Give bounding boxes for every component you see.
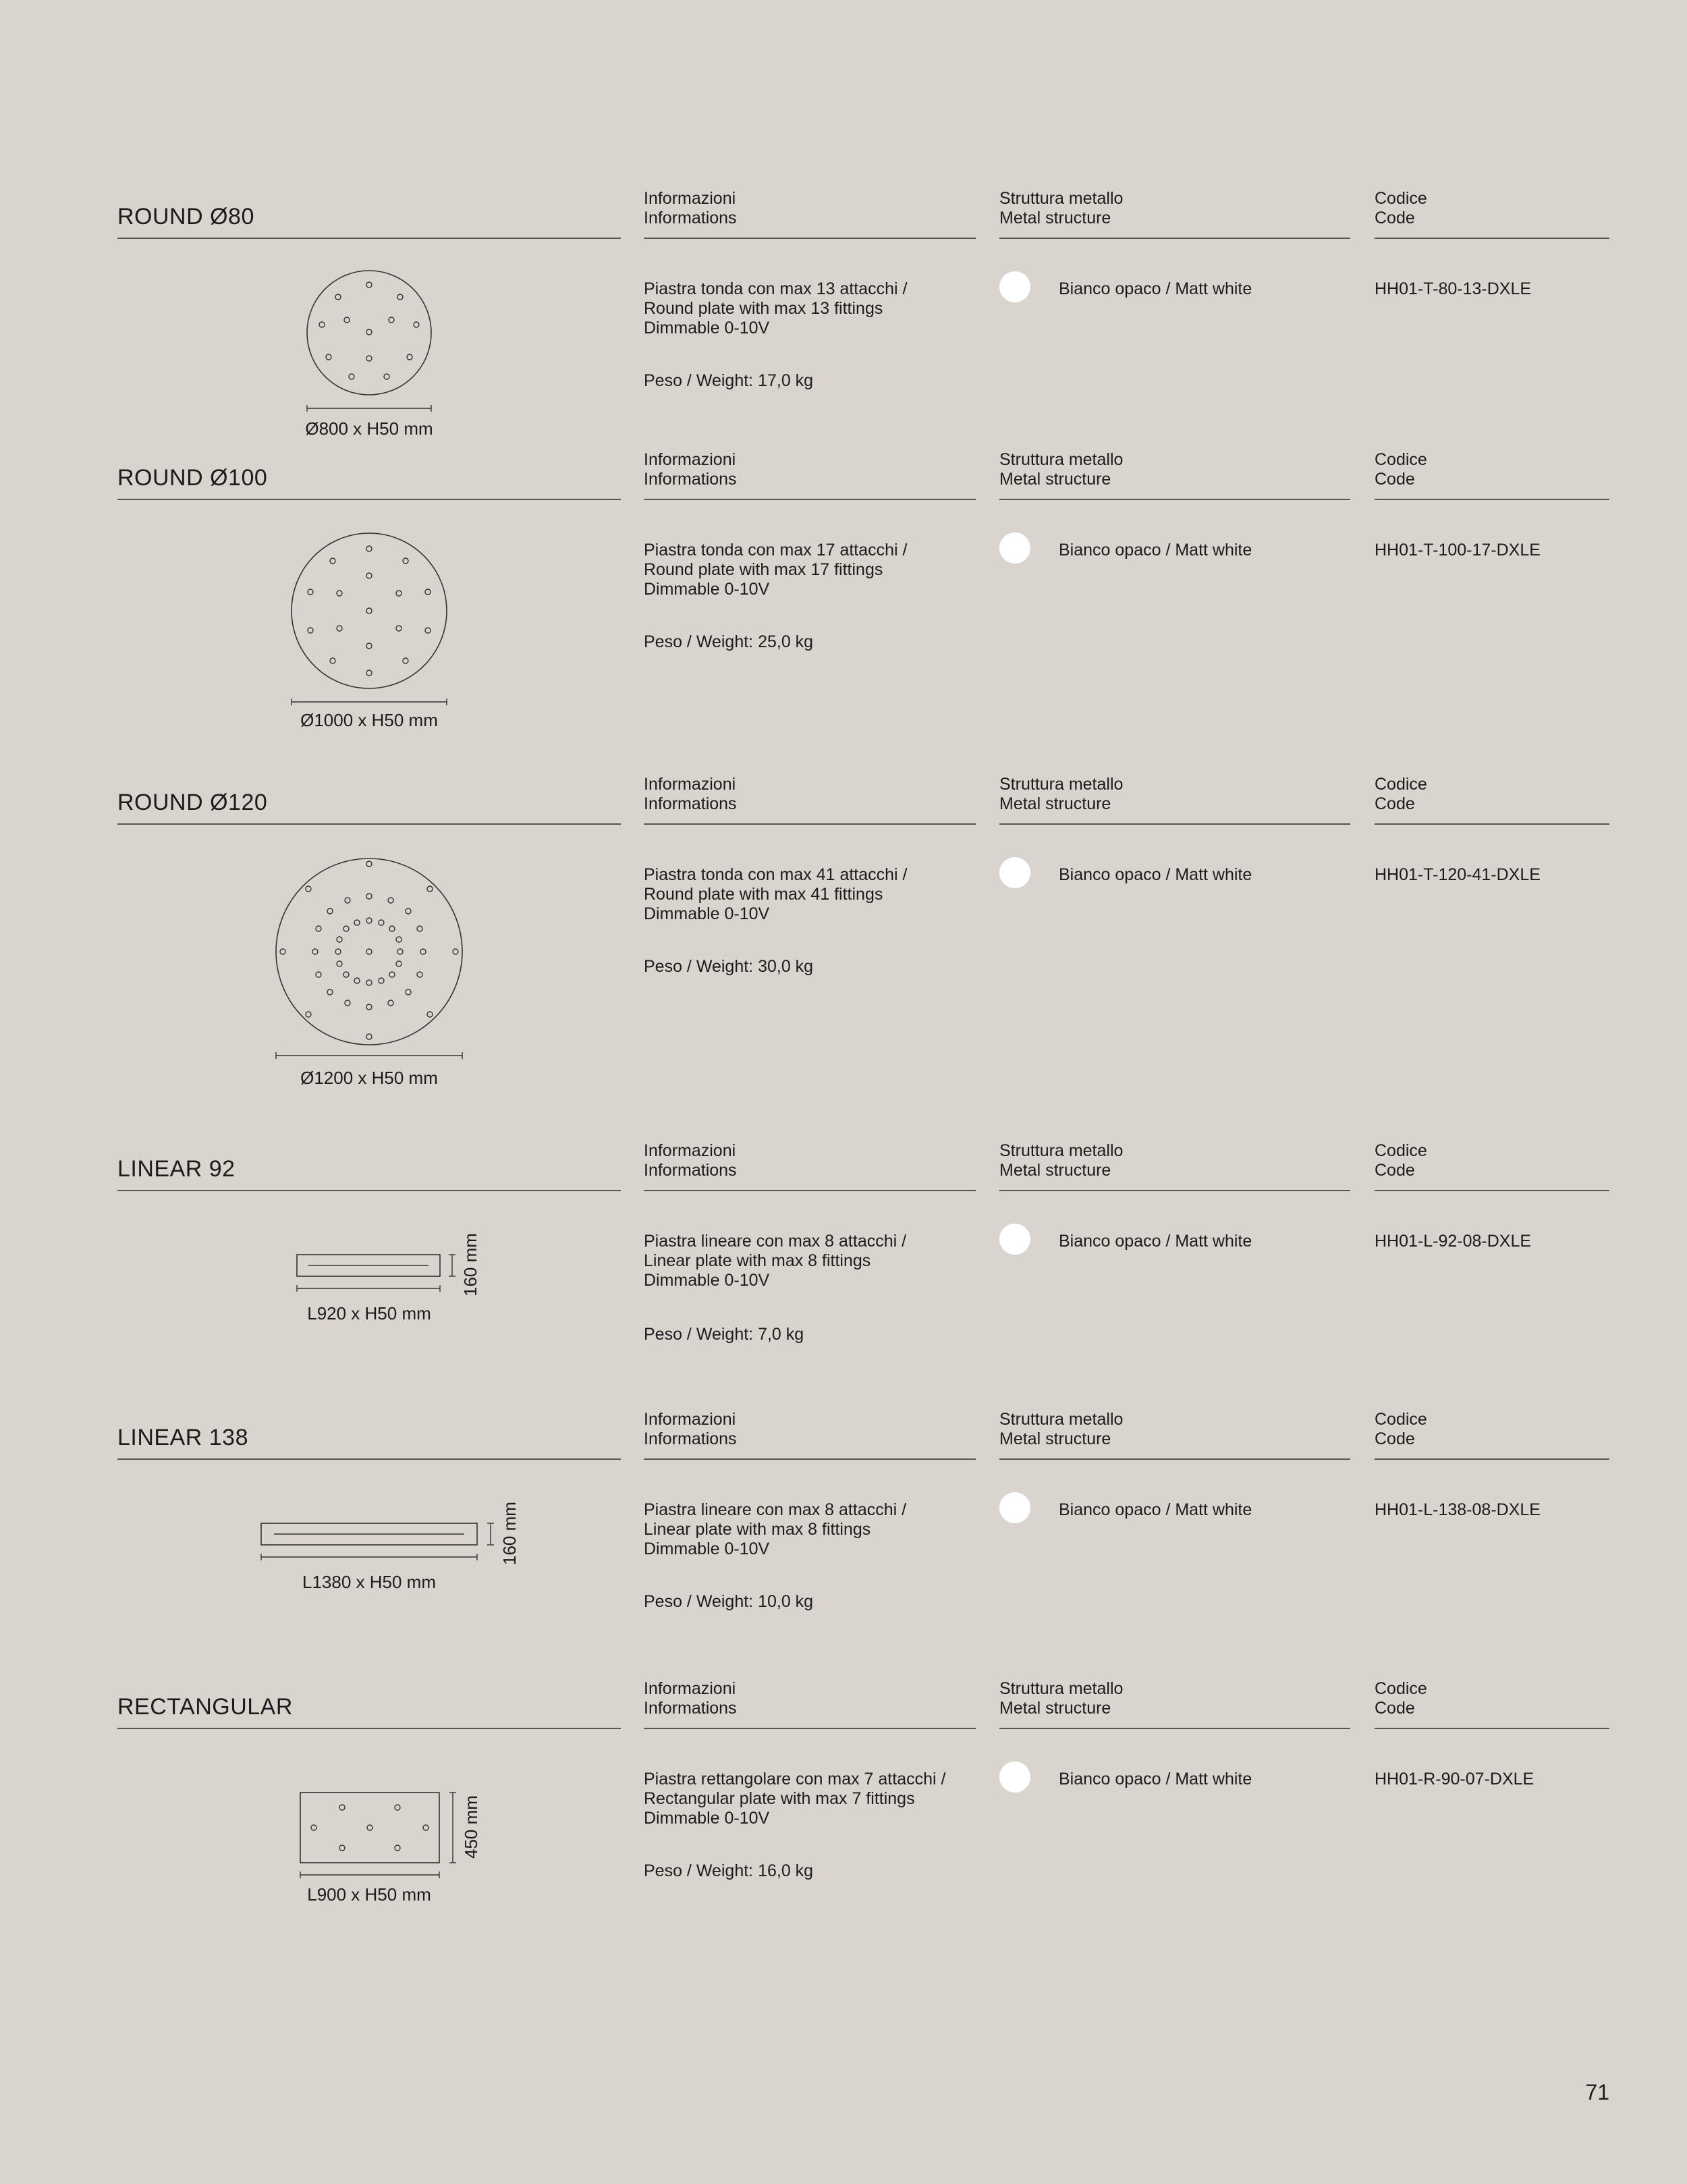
code-header: Codice Code [1375,1679,1427,1718]
finish-swatch-matt-white [999,533,1030,564]
product-dimension: Ø1000 x H50 mm [300,710,438,730]
product-section-linear-92 [0,1141,1687,1384]
product-code: HH01-L-92-08-DXLE [1375,1232,1532,1251]
code-rule [1375,1728,1609,1729]
product-code: HH01-T-100-17-DXLE [1375,541,1541,559]
code-header: Codice Code [1375,189,1427,227]
finish-label: Bianco opaco / Matt white [1059,1770,1252,1789]
round-80-plate-drawing [302,269,437,404]
product-description: Piastra tonda con max 13 attacchi / Round plate with max 13 fittings Dimmable 0-10V [644,279,908,337]
title-rule [117,1458,621,1460]
product-weight: Peso / Weight: 10,0 kg [644,1592,814,1611]
code-rule [1375,823,1609,825]
product-description: Piastra tonda con max 17 attacchi / Round plate with max 17 fittings Dimmable 0-10V [644,541,908,599]
product-title: ROUND Ø100 [117,465,268,491]
product-section-round-100 [0,450,1687,754]
product-code: HH01-T-120-41-DXLE [1375,865,1541,884]
info-rule [644,1458,976,1460]
info-header: Informazioni Informations [644,450,737,489]
product-section-rectangular [0,1679,1687,1922]
title-rule [117,499,621,500]
product-dimension: Ø800 x H50 mm [305,418,433,439]
title-rule [117,1190,621,1191]
finish-swatch-matt-white [999,1224,1030,1255]
product-weight: Peso / Weight: 25,0 kg [644,632,814,651]
info-rule [644,1728,976,1729]
product-description: Piastra rettangolare con max 7 attacchi / Rectangular plate with max 7 fittings Dimmable 0-10V [644,1770,946,1828]
product-description: Piastra lineare con max 8 attacchi / Linear plate with max 8 fittings Dimmable 0-10V [644,1232,907,1290]
info-header: Informazioni Informations [644,1679,737,1718]
product-code: HH01-R-90-07-DXLE [1375,1770,1534,1789]
metal-header: Struttura metallo Metal structure [999,1141,1124,1180]
info-header: Informazioni Informations [644,1141,737,1180]
finish-label: Bianco opaco / Matt white [1059,865,1252,884]
finish-swatch-matt-white [999,857,1030,888]
metal-header: Struttura metallo Metal structure [999,1410,1124,1448]
info-header: Informazioni Informations [644,1410,737,1448]
metal-header: Struttura metallo Metal structure [999,450,1124,489]
info-header: Informazioni Informations [644,189,737,227]
title-rule [117,238,621,239]
code-header: Codice Code [1375,1410,1427,1448]
metal-rule [999,1728,1350,1729]
metal-header: Struttura metallo Metal structure [999,1679,1124,1718]
info-rule [644,823,976,825]
product-title: LINEAR 138 [117,1425,248,1450]
finish-label: Bianco opaco / Matt white [1059,279,1252,298]
info-rule [644,499,976,500]
metal-header: Struttura metallo Metal structure [999,775,1124,813]
metal-rule [999,1458,1350,1460]
metal-rule [999,823,1350,825]
product-dimension-side: 450 mm [461,1795,481,1859]
product-weight: Peso / Weight: 16,0 kg [644,1861,814,1880]
metal-header: Struttura metallo Metal structure [999,189,1124,227]
product-section-linear-138 [0,1410,1687,1653]
code-header: Codice Code [1375,1141,1427,1180]
product-code: HH01-T-80-13-DXLE [1375,279,1532,298]
product-weight: Peso / Weight: 30,0 kg [644,957,814,976]
title-rule [117,823,621,825]
product-dimension: L1380 x H50 mm [302,1572,436,1592]
round-100-plate-drawing [288,531,450,693]
finish-swatch-matt-white [999,1762,1030,1793]
round-120-plate-drawing [268,854,470,1057]
product-code: HH01-L-138-08-DXLE [1375,1500,1541,1519]
metal-rule [999,238,1350,239]
product-dimension: Ø1200 x H50 mm [300,1068,438,1088]
product-weight: Peso / Weight: 17,0 kg [644,371,814,390]
product-dimension-side: 160 mm [460,1233,480,1296]
code-rule [1375,1190,1609,1191]
code-header: Codice Code [1375,775,1427,813]
product-dimension: L920 x H50 mm [307,1303,431,1323]
product-section-round-120 [0,775,1687,1126]
code-rule [1375,499,1609,500]
product-dimension: L900 x H50 mm [307,1884,431,1905]
finish-swatch-matt-white [999,271,1030,302]
product-dimension-side: 160 mm [499,1502,520,1565]
finish-label: Bianco opaco / Matt white [1059,1500,1252,1519]
code-header: Codice Code [1375,450,1427,489]
finish-label: Bianco opaco / Matt white [1059,541,1252,559]
product-section-round-80 [0,189,1687,452]
product-weight: Peso / Weight: 7,0 kg [644,1325,804,1344]
product-title: LINEAR 92 [117,1156,236,1182]
product-description: Piastra tonda con max 41 attacchi / Round plate with max 41 fittings Dimmable 0-10V [644,865,908,923]
code-rule [1375,1458,1609,1460]
info-rule [644,238,976,239]
code-rule [1375,238,1609,239]
product-title: RECTANGULAR [117,1694,293,1720]
metal-rule [999,499,1350,500]
finish-label: Bianco opaco / Matt white [1059,1232,1252,1251]
info-rule [644,1190,976,1191]
page-number: 71 [1585,2080,1609,2104]
metal-rule [999,1190,1350,1191]
product-title: ROUND Ø120 [117,790,268,815]
product-title: ROUND Ø80 [117,204,254,229]
product-description: Piastra lineare con max 8 attacchi / Linear plate with max 8 fittings Dimmable 0-10V [644,1500,907,1558]
title-rule [117,1728,621,1729]
info-header: Informazioni Informations [644,775,737,813]
finish-swatch-matt-white [999,1492,1030,1523]
